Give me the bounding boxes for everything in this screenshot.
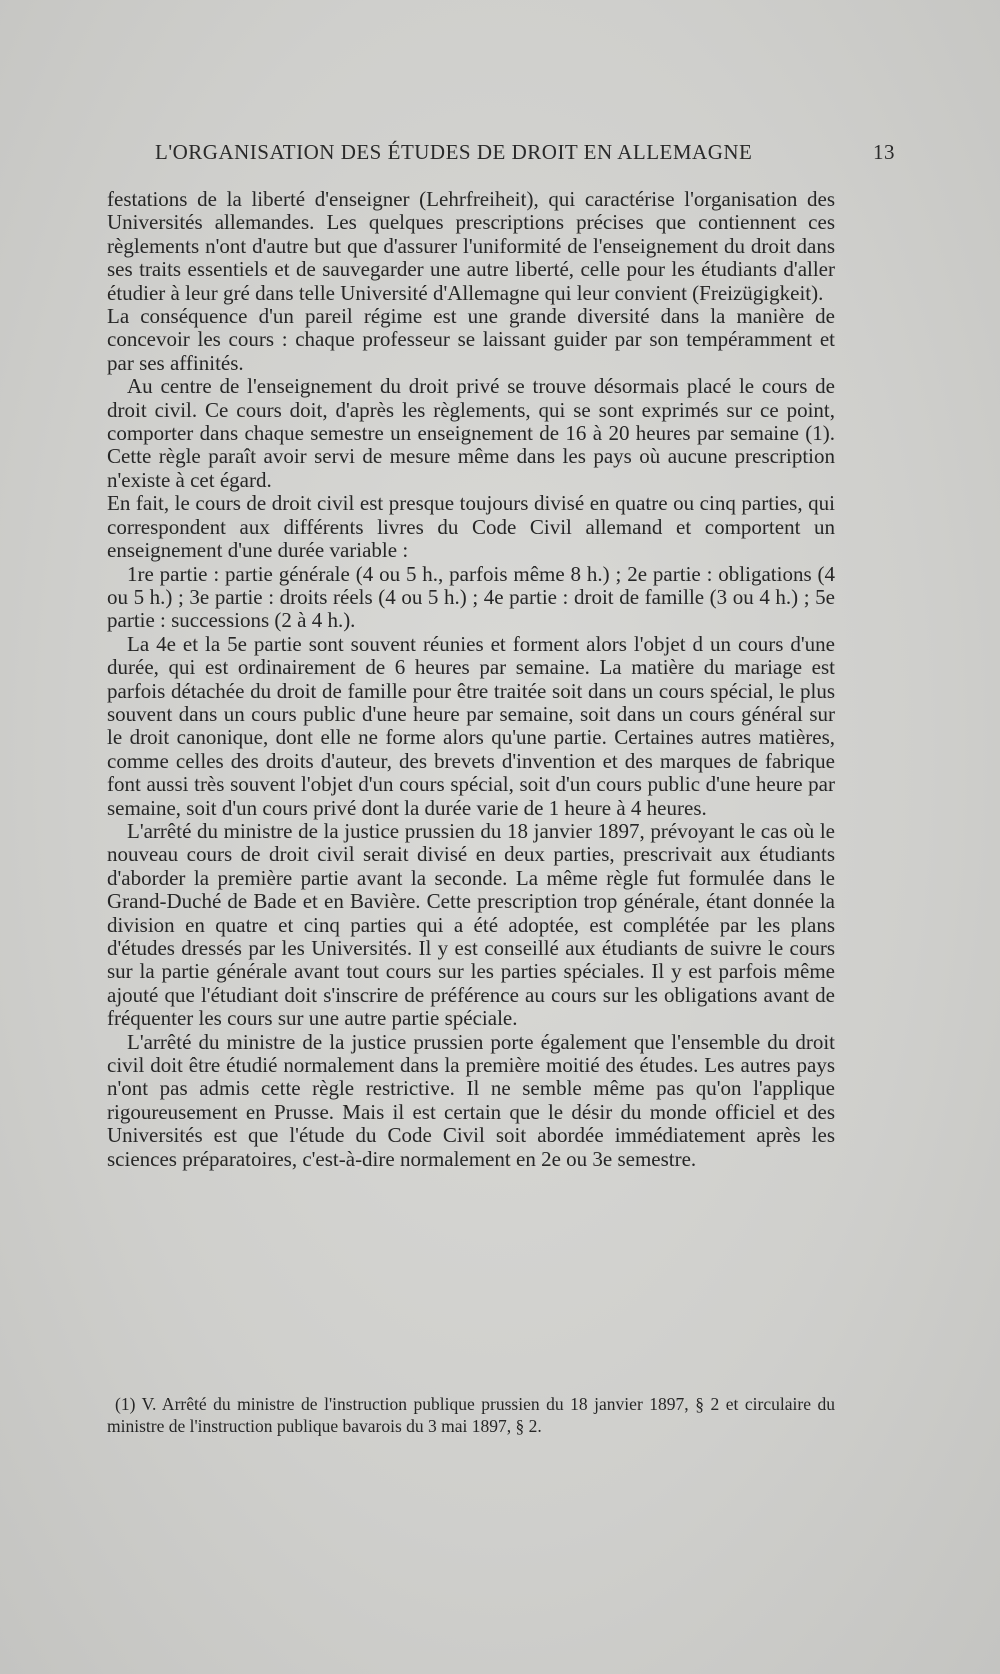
footnote-text: (1) V. Arrêté du ministre de l'instruction publique prussien du 18 janvier 1897, § 2 et circulaire du ministre de l'instruction publique bavarois du 3 mai 1897, § 2. (107, 1394, 835, 1436)
paragraph: Au centre de l'enseignement du droit privé se trouve désormais placé le cours de droit civil. Ce cours doit, d'après les règlements, qui se sont exprimés sur ce point, comporter dans chaque semestre un enseignement de 16 à 20 heures par semaine (1). Cette règle paraît avoir servi de mesure même dans les pays où aucune prescription n'existe à cet égard. (107, 374, 835, 492)
body-text (107, 188, 835, 1171)
running-head-title: L'ORGANISATION DES ÉTUDES DE DROIT EN ALLEMAGNE (155, 140, 753, 164)
footnote (107, 1393, 835, 1437)
paragraph: L'arrêté du ministre de la justice prussien du 18 janvier 1897, prévoyant le cas où le nouveau cours de droit civil serait divisé en deux parties, prescrivait aux étudiants d'aborder la première partie avant la seconde. La même règle fut formulée dans le Grand-Duché de Bade et en Bavière. Cette prescription trop générale, étant donnée la division en quatre et cinq parties qui a été adoptée, est complétée par les plans d'études dressés par les Universités. Il y est conseillé aux étudiants de suivre le cours sur la partie générale avant tout cours sur les parties spéciales. Il y est parfois même ajouté que l'étudiant doit s'inscrire de préférence au cours sur les obligations avant de fréquenter les cours sur une autre partie spéciale. (107, 818, 835, 1031)
paragraph: 1re partie : partie générale (4 ou 5 h., parfois même 8 h.) ; 2e partie : obligations (4 ou 5 h.) ; 3e partie : droits réels (4 ou 5 h.) ; 4e partie : droit de famille (3 ou 4 h.) ; 5e partie : successions (2 à 4 h.). (107, 561, 835, 633)
paragraph: En fait, le cours de droit civil est presque toujours divisé en quatre ou cinq parties, qui correspondent aux différents livres du Code Civil allemand et comportent un enseignement d'une durée variable : (107, 491, 835, 563)
running-head (105, 140, 895, 170)
paragraph: La conséquence d'un pareil régime est une grande diversité dans la manière de concevoir les cours : chaque professeur se laissant guider par son tempéramment et par ses affinités. (107, 304, 835, 375)
page-number: 13 (873, 140, 895, 164)
paragraph: L'arrêté du ministre de la justice prussien porte également que l'ensemble du droit civil doit être étudié normalement dans la première moitié des études. Les autres pays n'ont pas admis cette règle restrictive. Il ne semble même pas qu'on l'applique rigoureusement en Prusse. Mais il est certain que le désir du monde officiel et des Universités est que l'étude du Code Civil soit abordée immédiatement après les sciences préparatoires, c'est-à-dire normalement en 2e ou 3e semestre. (107, 1029, 835, 1171)
paragraph: La 4e et la 5e partie sont souvent réunies et forment alors l'objet d un cours d'une durée, qui est ordinairement de 6 heures par semaine. La matière du mariage est parfois détachée du droit de famille pour être traitée soit dans un cours spécial, le plus souvent dans un cours public d'une heure par semaine, soit dans un cours général sur le droit canonique, dont elle ne forme alors qu'une partie. Certaines autres matières, comme celles des droits d'auteur, des brevets d'invention et des marques de fabrique font aussi très souvent l'objet d'un cours spécial, soit d'un cours public d'une heure par semaine, soit d'un cours privé dont la durée varie de 1 heure à 4 heures. (107, 631, 835, 820)
paragraph: festations de la liberté d'enseigner (Lehrfreiheit), qui caractérise l'organisation des Universités allemandes. Les quelques prescriptions précises que contiennent ces règlements n'ont d'autre but que d'assurer l'uniformité de l'enseignement du droit dans ses traits essentiels et de sauvegarder une autre liberté, celle pour les étudiants d'aller étudier à leur gré dans telle Université d'Allemagne qui leur convient (Freizügigkeit). (107, 187, 835, 305)
